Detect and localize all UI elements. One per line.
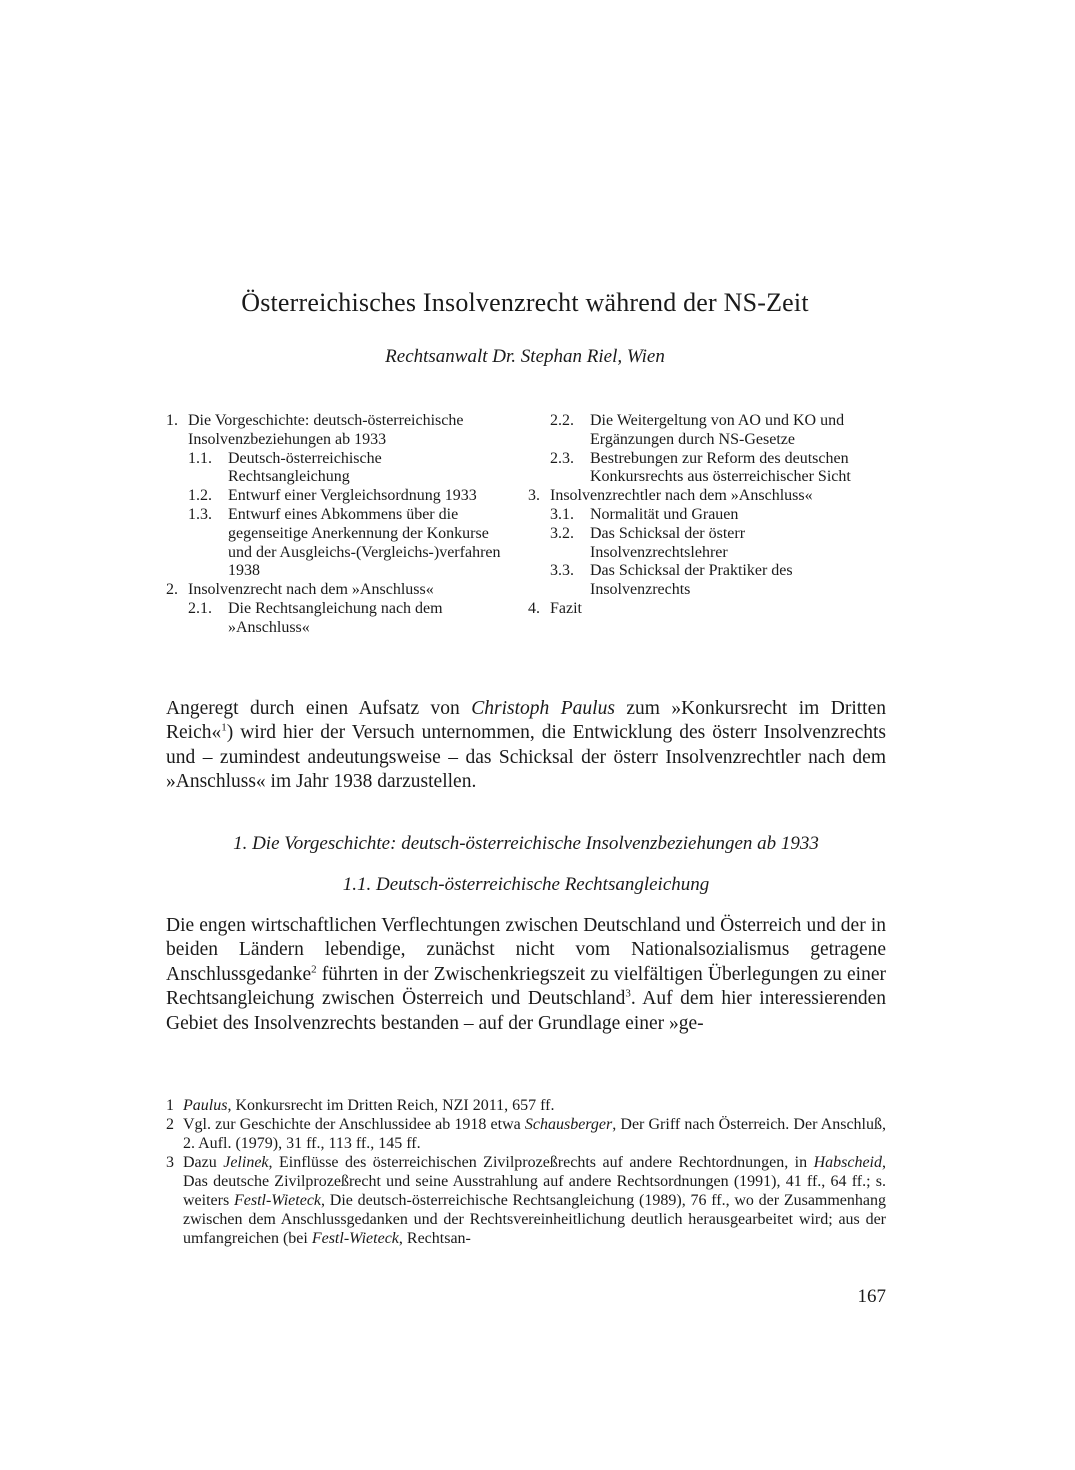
toc-entry-title: Deutsch-österreichische Rechtsangleichung [228, 449, 382, 486]
toc-entry-number: 3.1. [550, 505, 574, 523]
footnote-number: 1 [166, 1097, 174, 1114]
footnote-ref-1: 1 [221, 721, 227, 734]
footnote-content: , Die deutsch-österreichische Rechtsangleichung (1989), 76 ff., wo der Zusammenhang zwischen dem Anschlussgedanken und der Rechtsvereinheitlichung deutlich herausgearbeitet wird; aus der umfangreichen (bei [183, 1192, 887, 1247]
footnote-3 [166, 1153, 886, 1248]
footnote-ref-2: 2 [311, 963, 317, 976]
cited-author: Habscheid [813, 1154, 882, 1171]
toc-entry [528, 562, 866, 600]
footnote-text [183, 1115, 886, 1153]
footnote-content: , Der Griff nach Österreich. Der Anschluß, 2. Aufl. (1979), 31 ff., 113 ff., 145 ff. [183, 1116, 886, 1152]
toc-entry-number: 4. [528, 599, 540, 617]
toc-entry [528, 450, 866, 488]
toc-entry-title: Die Vorgeschichte: deutsch-österreichische Insolvenzbeziehungen ab 1933 [188, 412, 464, 448]
section-heading-1: 1. Die Vorgeschichte: deutsch-österreichische Insolvenzbeziehungen ab 1933 [233, 833, 819, 854]
footnote-content: , Konkursrecht im Dritten Reich, NZI 2011, 657 ff. [227, 1097, 555, 1114]
toc-entry [528, 487, 866, 506]
cited-author: Festl-Wieteck [233, 1192, 322, 1209]
cited-author: Festl-Wieteck [311, 1230, 399, 1247]
footnote-content: , Das deutsche Zivilprozeßrecht und seine Ausstrahlung auf andere Rechtsordnungen (1991), 41 ff., 64 ff.; s. weiters [183, 1154, 886, 1209]
footnote-text [183, 1096, 886, 1115]
footnote-text [183, 1153, 886, 1248]
cited-author: Jelinek [223, 1154, 269, 1171]
toc-entry-number: 1. [166, 412, 178, 429]
toc-entry-title: Das Schicksal der Praktiker des Insolvenzrechts [590, 562, 793, 599]
table-of-contents-left [166, 412, 502, 638]
article-title: Österreichisches Insolvenzrecht während der NS-Zeit [241, 288, 809, 317]
cited-author: Paulus [183, 1097, 228, 1114]
page-number: 167 [857, 1286, 886, 1307]
footnote-ref-3: 3 [625, 987, 631, 1000]
footnote-content: Dazu [183, 1154, 224, 1171]
para2-text-3: . Auf dem hier interessierenden Gebiet des Insolvenzrechts bestanden – auf der Grundlage einer »ge- [166, 988, 886, 1034]
toc-entry [166, 412, 502, 450]
toc-entry [528, 600, 866, 619]
toc-entry-title: Insolvenzrechtler nach dem »Anschluss« [550, 487, 813, 505]
body-paragraph [166, 914, 886, 1036]
toc-entry-title: Das Schicksal der österr Insolvenzrechtslehrer [590, 524, 746, 561]
intro-text-2: zum »Konkursrecht im Dritten Reich« [166, 698, 886, 744]
toc-entry-title: Entwurf eines Abkommens über die gegenseitige Anerkennung der Konkurse und der Ausgleichs-(Vergleichs-)verfahren 1938 [228, 505, 501, 580]
table-of-contents-right [528, 412, 866, 619]
toc-entry-title: Bestrebungen zur Reform des deutschen Konkursrechts aus österreichischer Sicht [590, 449, 851, 486]
toc-entry-title: Die Rechtsangleichung nach dem »Anschluss« [228, 599, 443, 636]
toc-entry-number: 1.2. [188, 487, 212, 505]
toc-entry-title: Die Weitergeltung von AO und KO und Ergänzungen durch NS-Gesetze [590, 412, 845, 448]
toc-entry-title: Entwurf einer Vergleichsordnung 1933 [228, 487, 477, 505]
toc-entry-number: 2.1. [188, 599, 212, 617]
intro-text-3: ) wird hier der Versuch unternommen, die Entwicklung des österr Insolvenzrechts und – zumindest andeutungsweise – das Schicksal der österr Insolvenzrechtler nach dem »Anschluss« im Jahr 1938 darzustellen. [166, 722, 886, 793]
cited-author: Schausberger [524, 1116, 613, 1133]
para2-text-2: führten in der Zwischenkriegszeit zu vielfältigen Überlegungen zu einer Rechtsangleichung zwischen Österreich und Deutschland [166, 963, 886, 1010]
intro-text-1: Angeregt durch einen Aufsatz von [166, 698, 472, 719]
footnote-content: , Einflüsse des österreichischen Zivilprozeßrechts auf andere Rechtordnungen, in [268, 1154, 814, 1171]
footnote-2 [166, 1115, 886, 1153]
footnote-content: Vgl. zur Geschichte der Anschlussidee ab 1918 etwa [183, 1116, 525, 1133]
toc-entry-number: 3.3. [550, 562, 574, 580]
toc-entry [528, 412, 866, 450]
section-heading-1-1: 1.1. Deutsch-österreichische Rechtsangleichung [342, 874, 710, 895]
footnotes [166, 1096, 886, 1248]
intro-paragraph [166, 697, 886, 795]
toc-entry-title: Insolvenzrecht nach dem »Anschluss« [188, 581, 434, 599]
footnote-number: 3 [166, 1154, 174, 1171]
toc-entry-number: 3.2. [550, 524, 574, 542]
toc-entry-number: 1.3. [188, 505, 212, 523]
intro-author-name: Christoph Paulus [471, 698, 615, 719]
toc-entry [166, 487, 502, 506]
article-author: Rechtsanwalt Dr. Stephan Riel, Wien [385, 346, 665, 367]
toc-entry-number: 2. [166, 581, 178, 599]
toc-entry [528, 525, 866, 563]
toc-entry [166, 581, 502, 600]
toc-entry [528, 506, 866, 525]
toc-entry-title: Normalität und Grauen [590, 505, 739, 523]
toc-entry-title: Fazit [550, 599, 582, 617]
footnote-number: 2 [166, 1116, 174, 1133]
toc-entry [166, 600, 502, 638]
toc-entry-number: 2.3. [550, 449, 574, 467]
para2-text-1: Die engen wirtschaftlichen Verflechtungen zwischen Deutschland und Österreich und der in beiden Ländern lebendige, zunächst nicht vom Nationalsozialismus getragene Anschlussgedanke [166, 915, 886, 985]
footnote-1 [166, 1096, 886, 1115]
toc-entry [166, 450, 502, 488]
footnote-content: , Rechtsan- [398, 1230, 471, 1247]
toc-entry-number: 2.2. [550, 412, 574, 429]
toc-entry-number: 3. [528, 487, 540, 505]
toc-entry-number: 1.1. [188, 449, 212, 467]
toc-entry [166, 506, 502, 581]
